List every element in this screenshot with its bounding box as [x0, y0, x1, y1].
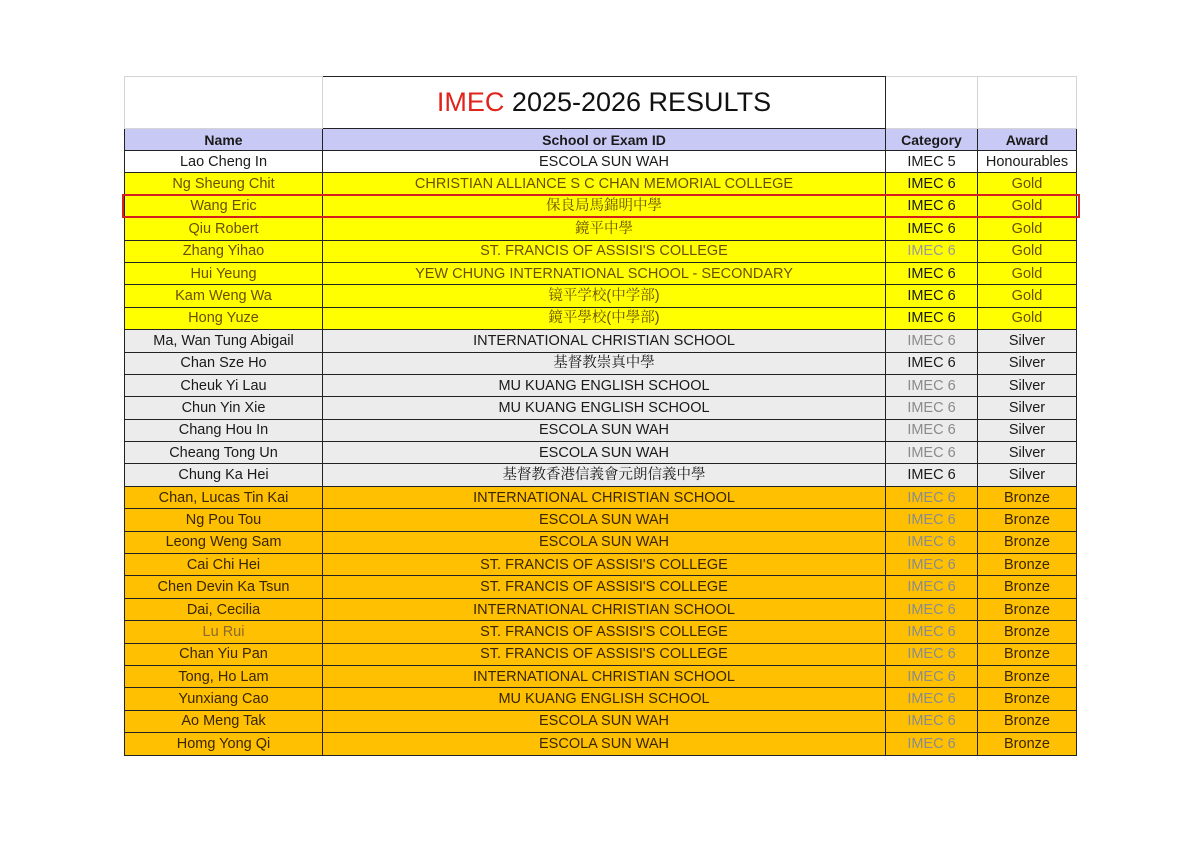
- table-row: [125, 621, 1077, 643]
- header-category: Category: [886, 129, 978, 151]
- cell-award: Bronze: [978, 486, 1077, 508]
- cell-award: Bronze: [978, 688, 1077, 710]
- cell-award: Gold: [978, 307, 1077, 329]
- cell-award: Bronze: [978, 554, 1077, 576]
- cell-award: Silver: [978, 374, 1077, 396]
- cell-award: Bronze: [978, 621, 1077, 643]
- cell-award: Gold: [978, 262, 1077, 284]
- cell-school: 鏡平中學: [323, 218, 886, 240]
- table-row: [125, 598, 1077, 620]
- cell-name: Chung Ka Hei: [125, 464, 323, 486]
- table-row: [125, 733, 1077, 755]
- cell-award: Silver: [978, 442, 1077, 464]
- cell-school: 鏡平學校(中學部): [323, 307, 886, 329]
- cell-school: INTERNATIONAL CHRISTIAN SCHOOL: [323, 330, 886, 352]
- cell-name: Chan Sze Ho: [125, 352, 323, 374]
- cell-category: IMEC 6: [886, 621, 978, 643]
- cell-award: Silver: [978, 397, 1077, 419]
- cell-school: ST. FRANCIS OF ASSISI'S COLLEGE: [323, 621, 886, 643]
- cell-category: IMEC 6: [886, 598, 978, 620]
- cell-category: IMEC 6: [886, 665, 978, 687]
- cell-award: Silver: [978, 352, 1077, 374]
- cell-name: Qiu Robert: [125, 218, 323, 240]
- cell-category: IMEC 6: [886, 419, 978, 441]
- cell-school: ESCOLA SUN WAH: [323, 710, 886, 732]
- cell-award: Gold: [978, 195, 1077, 217]
- cell-school: ST. FRANCIS OF ASSISI'S COLLEGE: [323, 643, 886, 665]
- cell-award: Honourables: [978, 151, 1077, 173]
- cell-category: IMEC 6: [886, 352, 978, 374]
- cell-name: Kam Weng Wa: [125, 285, 323, 307]
- cell-award: Bronze: [978, 531, 1077, 553]
- cell-name: Lu Rui: [125, 621, 323, 643]
- cell-category: IMEC 6: [886, 307, 978, 329]
- cell-name: Hui Yeung: [125, 262, 323, 284]
- cell-category: IMEC 6: [886, 554, 978, 576]
- cell-category: IMEC 6: [886, 688, 978, 710]
- cell-category: IMEC 6: [886, 240, 978, 262]
- cell-category: IMEC 6: [886, 397, 978, 419]
- cell-school: ST. FRANCIS OF ASSISI'S COLLEGE: [323, 554, 886, 576]
- cell-name: Cheuk Yi Lau: [125, 374, 323, 396]
- table-row: [125, 554, 1077, 576]
- cell-award: Bronze: [978, 509, 1077, 531]
- cell-award: Silver: [978, 464, 1077, 486]
- cell-name: Zhang Yihao: [125, 240, 323, 262]
- table-row: [125, 285, 1077, 307]
- cell-name: Hong Yuze: [125, 307, 323, 329]
- cell-category: IMEC 6: [886, 262, 978, 284]
- cell-school: ESCOLA SUN WAH: [323, 419, 886, 441]
- cell-name: Ma, Wan Tung Abigail: [125, 330, 323, 352]
- cell-category: IMEC 6: [886, 330, 978, 352]
- cell-school: ESCOLA SUN WAH: [323, 509, 886, 531]
- results-table: [124, 76, 1077, 756]
- cell-school: MU KUANG ENGLISH SCHOOL: [323, 374, 886, 396]
- cell-award: Silver: [978, 419, 1077, 441]
- header-school: School or Exam ID: [323, 129, 886, 151]
- title-blank-left: [125, 77, 323, 129]
- cell-category: IMEC 6: [886, 285, 978, 307]
- cell-school: MU KUANG ENGLISH SCHOOL: [323, 688, 886, 710]
- cell-name: Ng Sheung Chit: [125, 173, 323, 195]
- cell-category: IMEC 6: [886, 509, 978, 531]
- cell-award: Silver: [978, 330, 1077, 352]
- results-body: [125, 151, 1077, 756]
- cell-category: IMEC 6: [886, 643, 978, 665]
- cell-award: Gold: [978, 240, 1077, 262]
- cell-name: Ng Pou Tou: [125, 509, 323, 531]
- cell-school: ESCOLA SUN WAH: [323, 733, 886, 755]
- cell-school: ESCOLA SUN WAH: [323, 531, 886, 553]
- cell-award: Gold: [978, 173, 1077, 195]
- cell-category: IMEC 5: [886, 151, 978, 173]
- table-row: [125, 486, 1077, 508]
- cell-award: Bronze: [978, 598, 1077, 620]
- cell-school: CHRISTIAN ALLIANCE S C CHAN MEMORIAL COLLEGE: [323, 173, 886, 195]
- cell-award: Bronze: [978, 733, 1077, 755]
- cell-name: Chan Yiu Pan: [125, 643, 323, 665]
- cell-name: Chan, Lucas Tin Kai: [125, 486, 323, 508]
- cell-category: IMEC 6: [886, 195, 978, 217]
- cell-name: Chun Yin Xie: [125, 397, 323, 419]
- table-row: [125, 330, 1077, 352]
- cell-name: Ao Meng Tak: [125, 710, 323, 732]
- cell-school: INTERNATIONAL CHRISTIAN SCHOOL: [323, 598, 886, 620]
- cell-school: ESCOLA SUN WAH: [323, 442, 886, 464]
- cell-name: Chen Devin Ka Tsun: [125, 576, 323, 598]
- table-row: [125, 173, 1077, 195]
- cell-name: Homg Yong Qi: [125, 733, 323, 755]
- cell-name: Dai, Cecilia: [125, 598, 323, 620]
- cell-name: Chang Hou In: [125, 419, 323, 441]
- table-row: [125, 352, 1077, 374]
- table-row: [125, 531, 1077, 553]
- cell-school: 镜平学校(中学部): [323, 285, 886, 307]
- header-award: Award: [978, 129, 1077, 151]
- sheet-title: [323, 77, 886, 129]
- title-blank-award: [978, 77, 1077, 129]
- cell-name: Cheang Tong Un: [125, 442, 323, 464]
- cell-name: Lao Cheng In: [125, 151, 323, 173]
- cell-category: IMEC 6: [886, 464, 978, 486]
- cell-name: Cai Chi Hei: [125, 554, 323, 576]
- cell-school: ST. FRANCIS OF ASSISI'S COLLEGE: [323, 240, 886, 262]
- table-row: [125, 419, 1077, 441]
- cell-school: INTERNATIONAL CHRISTIAN SCHOOL: [323, 486, 886, 508]
- table-row: [125, 665, 1077, 687]
- cell-award: Bronze: [978, 710, 1077, 732]
- table-row: [125, 262, 1077, 284]
- cell-category: IMEC 6: [886, 531, 978, 553]
- table-row: [125, 397, 1077, 419]
- title-row: [125, 77, 1077, 129]
- cell-category: IMEC 6: [886, 710, 978, 732]
- cell-school: YEW CHUNG INTERNATIONAL SCHOOL - SECONDARY: [323, 262, 886, 284]
- cell-name: Leong Weng Sam: [125, 531, 323, 553]
- title-rest: 2025-2026 RESULTS: [504, 87, 772, 117]
- cell-school: 保良局馬錦明中學: [323, 195, 886, 217]
- header-row: [125, 129, 1077, 151]
- cell-category: IMEC 6: [886, 374, 978, 396]
- table-row: [125, 464, 1077, 486]
- cell-school: ST. FRANCIS OF ASSISI'S COLLEGE: [323, 576, 886, 598]
- cell-school: 基督教香港信義會元朗信義中學: [323, 464, 886, 486]
- cell-award: Bronze: [978, 665, 1077, 687]
- table-row: [125, 509, 1077, 531]
- cell-school: INTERNATIONAL CHRISTIAN SCHOOL: [323, 665, 886, 687]
- cell-category: IMEC 6: [886, 173, 978, 195]
- cell-school: 基督教崇真中學: [323, 352, 886, 374]
- cell-award: Bronze: [978, 576, 1077, 598]
- cell-award: Gold: [978, 218, 1077, 240]
- cell-name: Wang Eric: [125, 195, 323, 217]
- table-row: [125, 307, 1077, 329]
- table-row: [125, 218, 1077, 240]
- results-sheet: [124, 76, 1076, 756]
- cell-award: Bronze: [978, 643, 1077, 665]
- cell-category: IMEC 6: [886, 576, 978, 598]
- table-row: [125, 195, 1077, 217]
- header-name: Name: [125, 129, 323, 151]
- cell-school: ESCOLA SUN WAH: [323, 151, 886, 173]
- table-row: [125, 710, 1077, 732]
- cell-category: IMEC 6: [886, 218, 978, 240]
- cell-award: Gold: [978, 285, 1077, 307]
- title-highlight: IMEC: [436, 87, 505, 117]
- table-row: [125, 151, 1077, 173]
- table-row: [125, 374, 1077, 396]
- table-row: [125, 576, 1077, 598]
- cell-category: IMEC 6: [886, 442, 978, 464]
- cell-school: MU KUANG ENGLISH SCHOOL: [323, 397, 886, 419]
- table-row: [125, 240, 1077, 262]
- table-row: [125, 643, 1077, 665]
- title-blank-category: [886, 77, 978, 129]
- cell-name: Tong, Ho Lam: [125, 665, 323, 687]
- cell-category: IMEC 6: [886, 486, 978, 508]
- table-row: [125, 688, 1077, 710]
- cell-name: Yunxiang Cao: [125, 688, 323, 710]
- cell-category: IMEC 6: [886, 733, 978, 755]
- table-row: [125, 442, 1077, 464]
